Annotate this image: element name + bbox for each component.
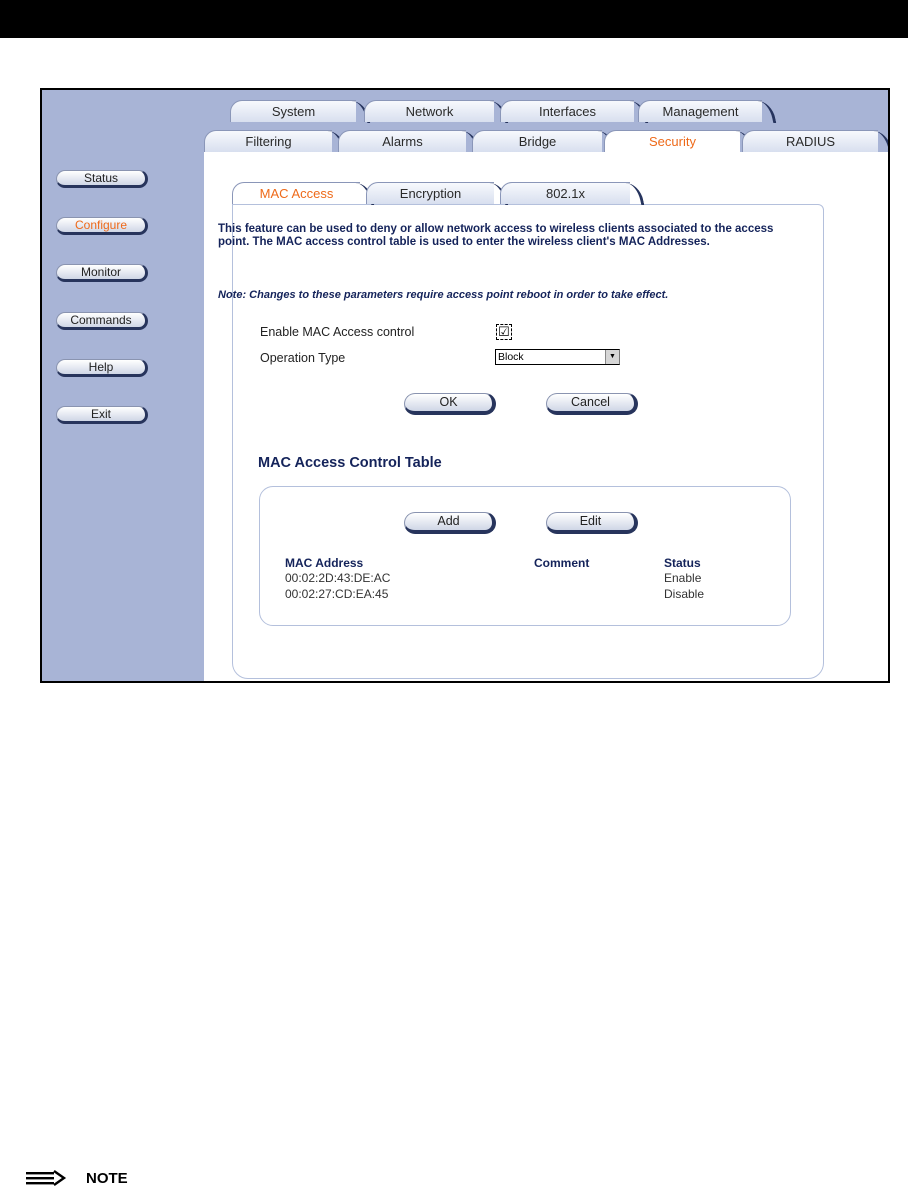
- ok-button[interactable]: OK: [404, 393, 496, 415]
- document-header-bar: [0, 0, 908, 38]
- table-row-status: Disable: [664, 587, 705, 601]
- table-row-mac: 00:02:2D:43:DE:AC: [285, 571, 391, 585]
- cancel-button[interactable]: Cancel: [546, 393, 638, 415]
- tab-alarms[interactable]: Alarms: [338, 130, 466, 152]
- tab-bridge[interactable]: Bridge: [472, 130, 602, 152]
- note-arrow-icon: [26, 1170, 70, 1186]
- enable-mac-access-label: Enable MAC Access control: [260, 325, 415, 339]
- tab-security[interactable]: Security: [604, 130, 740, 152]
- column-header-status: Status: [664, 556, 701, 570]
- feature-description: This feature can be used to deny or allow network access to wireless clients associated to the access point. The MAC access control table is used to enter the wireless client's MAC Addresses.: [218, 223, 774, 248]
- sidebar-status-button[interactable]: Status: [56, 170, 148, 188]
- chevron-down-icon[interactable]: ▼: [605, 350, 619, 364]
- tab-radius[interactable]: RADIUS: [742, 130, 878, 152]
- edit-button[interactable]: Edit: [546, 512, 638, 534]
- operation-type-label: Operation Type: [260, 351, 346, 365]
- note-label: NOTE: [86, 1170, 128, 1187]
- sidebar-help-button[interactable]: Help: [56, 359, 148, 377]
- sidebar-exit-button[interactable]: Exit: [56, 406, 148, 424]
- enable-mac-access-checkbox[interactable]: ☑: [496, 324, 512, 340]
- column-header-comment: Comment: [534, 556, 590, 570]
- tab-system[interactable]: System: [230, 100, 356, 122]
- tab-management[interactable]: Management: [638, 100, 762, 122]
- add-button[interactable]: Add: [404, 512, 496, 534]
- tab-network[interactable]: Network: [364, 100, 494, 122]
- sidebar-configure-button[interactable]: Configure: [56, 217, 148, 235]
- subtab-mac-access[interactable]: MAC Access: [232, 182, 360, 204]
- subtab-802-1x[interactable]: 802.1x: [500, 182, 630, 204]
- tab-filtering[interactable]: Filtering: [204, 130, 332, 152]
- table-row-mac: 00:02:27:CD:EA:45: [285, 587, 389, 601]
- tab-interfaces[interactable]: Interfaces: [500, 100, 634, 122]
- reboot-note: Note: Changes to these parameters require access point reboot in order to take effect.: [218, 289, 669, 301]
- subtab-encryption[interactable]: Encryption: [366, 182, 494, 204]
- sidebar-monitor-button[interactable]: Monitor: [56, 264, 148, 282]
- operation-type-value: Block: [498, 351, 524, 363]
- mac-table-title: MAC Access Control Table: [258, 455, 442, 471]
- sidebar-commands-button[interactable]: Commands: [56, 312, 148, 330]
- column-header-mac-address: MAC Address: [285, 556, 364, 570]
- table-row-status: Enable: [664, 571, 702, 585]
- operation-type-select[interactable]: [495, 349, 620, 365]
